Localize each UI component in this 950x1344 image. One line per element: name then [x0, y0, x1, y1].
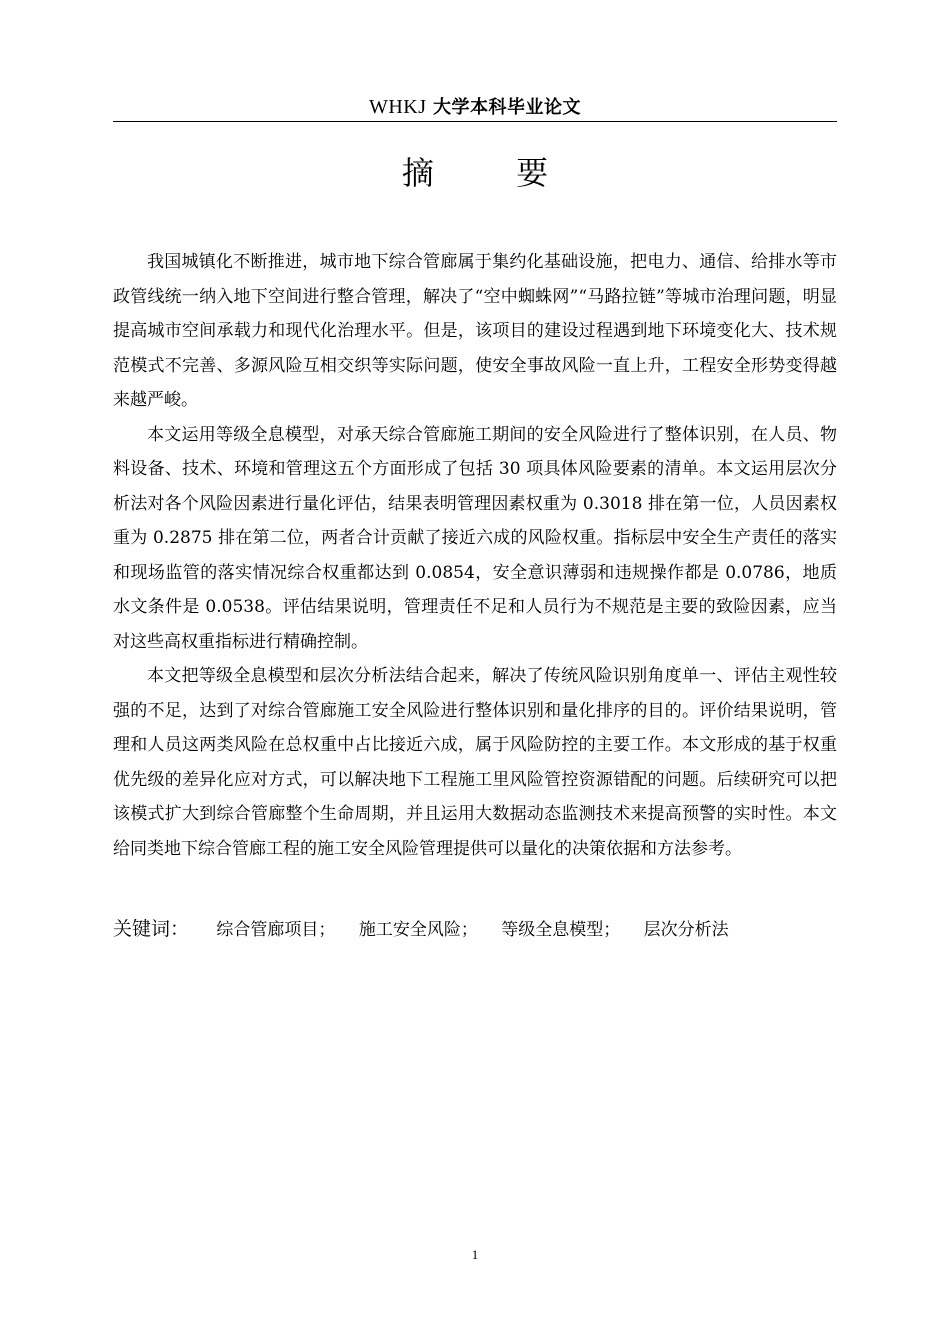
- abstract-paragraph-2: 本文运用等级全息模型，对承天综合管廊施工期间的安全风险进行了整体识别，在人员、物料设备、技术、环境和管理这五个方面形成了包括 30 项具体风险要素的清单。本文运用层次分析法对各个风险因素进行量化评估，结果表明管理因素权重为 0.3018 排在第一位，人员因素权重为 0.2875 排在第二位，两者合计贡献了接近六成的风险权重。指标层中安全生产责任的落实和现场监管的落实情况综合权重都达到 0.0854，安全意识薄弱和违规操作都是 0.0786，地质水文条件是 0.0538。评估结果说明，管理责任不足和人员行为不规范是主要的致险因素，应当对这些高权重指标进行精确控制。: [113, 424, 837, 652]
- page-number: 1: [471, 1247, 479, 1262]
- keywords-line: [113, 912, 837, 947]
- keyword-item: 综合管廊项目；: [216, 920, 336, 940]
- header-rule: [113, 121, 837, 122]
- keyword-item: 等级全息模型；: [501, 920, 621, 940]
- abstract-body: [113, 245, 837, 866]
- header-document-type: 大学本科毕业论文: [433, 97, 582, 118]
- keyword-item: 层次分析法: [643, 920, 729, 940]
- header-institution-code: WHKJ: [368, 96, 427, 118]
- keyword-item: 施工安全风险；: [358, 920, 478, 940]
- abstract-paragraph-3: 本文把等级全息模型和层次分析法结合起来，解决了传统风险识别角度单一、评估主观性较强的不足，达到了对综合管廊施工安全风险进行整体识别和量化排序的目的。评价结果说明，管理和人员这两类风险在总权重中占比接近六成，属于风险防控的主要工作。本文形成的基于权重优先级的差异化应对方式，可以解决地下工程施工里风险管控资源错配的问题。后续研究可以把该模式扩大到综合管廊整个生命周期，并且运用大数据动态监测技术来提高预警的实时性。本文给同类地下综合管廊工程的施工安全风险管理提供可以量化的决策依据和方法参考。: [113, 666, 837, 859]
- abstract-paragraph-1: 我国城镇化不断推进，城市地下综合管廊属于集约化基础设施，把电力、通信、给排水等市政管线统一纳入地下空间进行整合管理，解决了“空中蜘蛛网”“马路拉链”等城市治理问题，明显提高城市空间承载力和现代化治理水平。但是，该项目的建设过程遇到地下环境变化大、技术规范模式不完善、多源风险互相交织等实际问题，使安全事故风险一直上升，工程安全形势变得越来越严峻。: [113, 252, 837, 410]
- running-header: [113, 94, 837, 121]
- page-title: 摘 要: [401, 154, 585, 192]
- keywords-label: 关键词：: [113, 918, 190, 940]
